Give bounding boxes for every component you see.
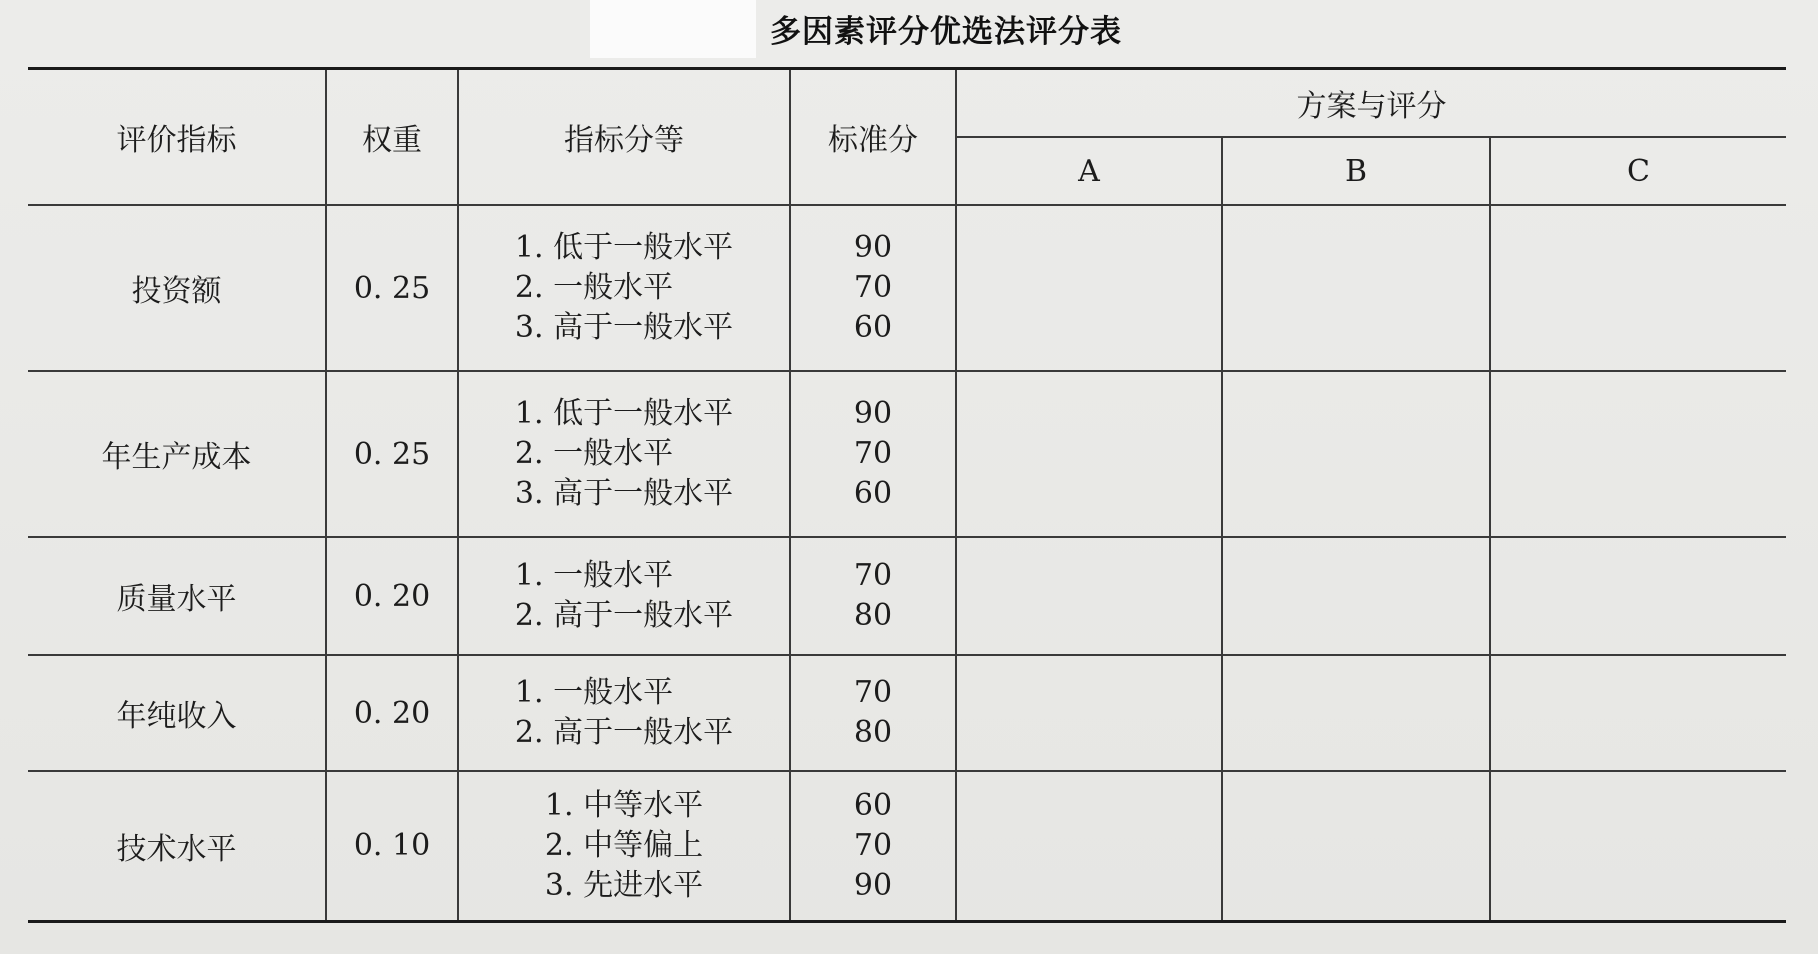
scheme-a-score-cell [956, 205, 1222, 371]
grade-item: 2. 高于一般水平 [514, 598, 734, 633]
scheme-b-score-cell [1222, 655, 1490, 771]
grade-item: 2. 高于一般水平 [514, 715, 734, 750]
scheme-c-score-cell [1490, 371, 1786, 537]
weight-cell: 0. 25 [326, 371, 458, 537]
grade-item: 3. 高于一般水平 [514, 476, 734, 511]
standard-score-cell [790, 655, 956, 771]
header-scheme-a: A [956, 137, 1222, 205]
grade-item: 1. 一般水平 [514, 558, 674, 593]
scheme-c-score-cell [1490, 205, 1786, 371]
standard-score: 70 [853, 827, 893, 863]
scheme-c-score-cell [1490, 537, 1786, 655]
standard-score-cell [790, 205, 956, 371]
weight-cell: 0. 10 [326, 771, 458, 921]
header-row [28, 69, 1786, 138]
standard-score: 70 [853, 270, 893, 305]
weight-cell: 0. 25 [326, 205, 458, 371]
scheme-c-score-cell [1490, 655, 1786, 771]
grade-item: 1. 低于一般水平 [514, 396, 734, 431]
header-criterion: 评价指标 [28, 69, 326, 206]
header-scheme-c: C [1490, 137, 1786, 205]
weight-cell: 0. 20 [326, 537, 458, 655]
grade-item: 2. 一般水平 [514, 436, 674, 471]
standard-score: 70 [853, 436, 893, 471]
grade-item: 3. 先进水平 [544, 867, 704, 903]
criterion-cell: 技术水平 [28, 771, 326, 921]
standard-score: 70 [853, 675, 893, 710]
standard-score: 70 [853, 558, 893, 593]
grades-cell [458, 371, 790, 537]
header-scheme-b: B [1222, 137, 1490, 205]
grade-item: 3. 高于一般水平 [514, 310, 734, 345]
grade-item: 2. 一般水平 [514, 270, 674, 305]
standard-score: 80 [853, 598, 893, 633]
scheme-a-score-cell [956, 371, 1222, 537]
criterion-cell: 质量水平 [28, 537, 326, 655]
scheme-b-score-cell [1222, 205, 1490, 371]
table-row [28, 205, 1786, 371]
scheme-b-score-cell [1222, 371, 1490, 537]
header-grades: 指标分等 [458, 69, 790, 206]
grade-item: 1. 一般水平 [514, 675, 674, 710]
header-standard-score: 标准分 [790, 69, 956, 206]
grades-cell [458, 537, 790, 655]
scheme-b-score-cell [1222, 771, 1490, 921]
scheme-b-score-cell [1222, 537, 1490, 655]
weight-cell: 0. 20 [326, 655, 458, 771]
scheme-a-score-cell [956, 537, 1222, 655]
grades-cell [458, 771, 790, 921]
header-scheme-group: 方案与评分 [956, 69, 1786, 138]
grades-cell [458, 655, 790, 771]
scheme-a-score-cell [956, 771, 1222, 921]
table-row [28, 537, 1786, 655]
standard-score: 90 [853, 230, 893, 265]
scheme-c-score-cell [1490, 771, 1786, 921]
standard-score: 80 [853, 715, 893, 750]
grade-item: 1. 低于一般水平 [514, 230, 734, 265]
table-row [28, 655, 1786, 771]
standard-score-cell [790, 371, 956, 537]
criterion-cell: 年纯收入 [28, 655, 326, 771]
standard-score-cell [790, 771, 956, 921]
table-row [28, 371, 1786, 537]
standard-score: 90 [853, 867, 893, 903]
table-row [28, 771, 1786, 921]
standard-score: 60 [853, 787, 893, 823]
standard-score: 60 [853, 476, 893, 511]
scoring-table [28, 67, 1786, 923]
table-title: 多因素评分优选法评分表 [770, 14, 1122, 50]
redaction-patch [590, 0, 756, 58]
standard-score-cell [790, 537, 956, 655]
scheme-a-score-cell [956, 655, 1222, 771]
criterion-cell: 年生产成本 [28, 371, 326, 537]
grades-cell [458, 205, 790, 371]
grade-item: 2. 中等偏上 [544, 827, 704, 863]
criterion-cell: 投资额 [28, 205, 326, 371]
header-weight: 权重 [326, 69, 458, 206]
standard-score: 90 [853, 396, 893, 431]
standard-score: 60 [853, 310, 893, 345]
grade-item: 1. 中等水平 [544, 787, 704, 823]
